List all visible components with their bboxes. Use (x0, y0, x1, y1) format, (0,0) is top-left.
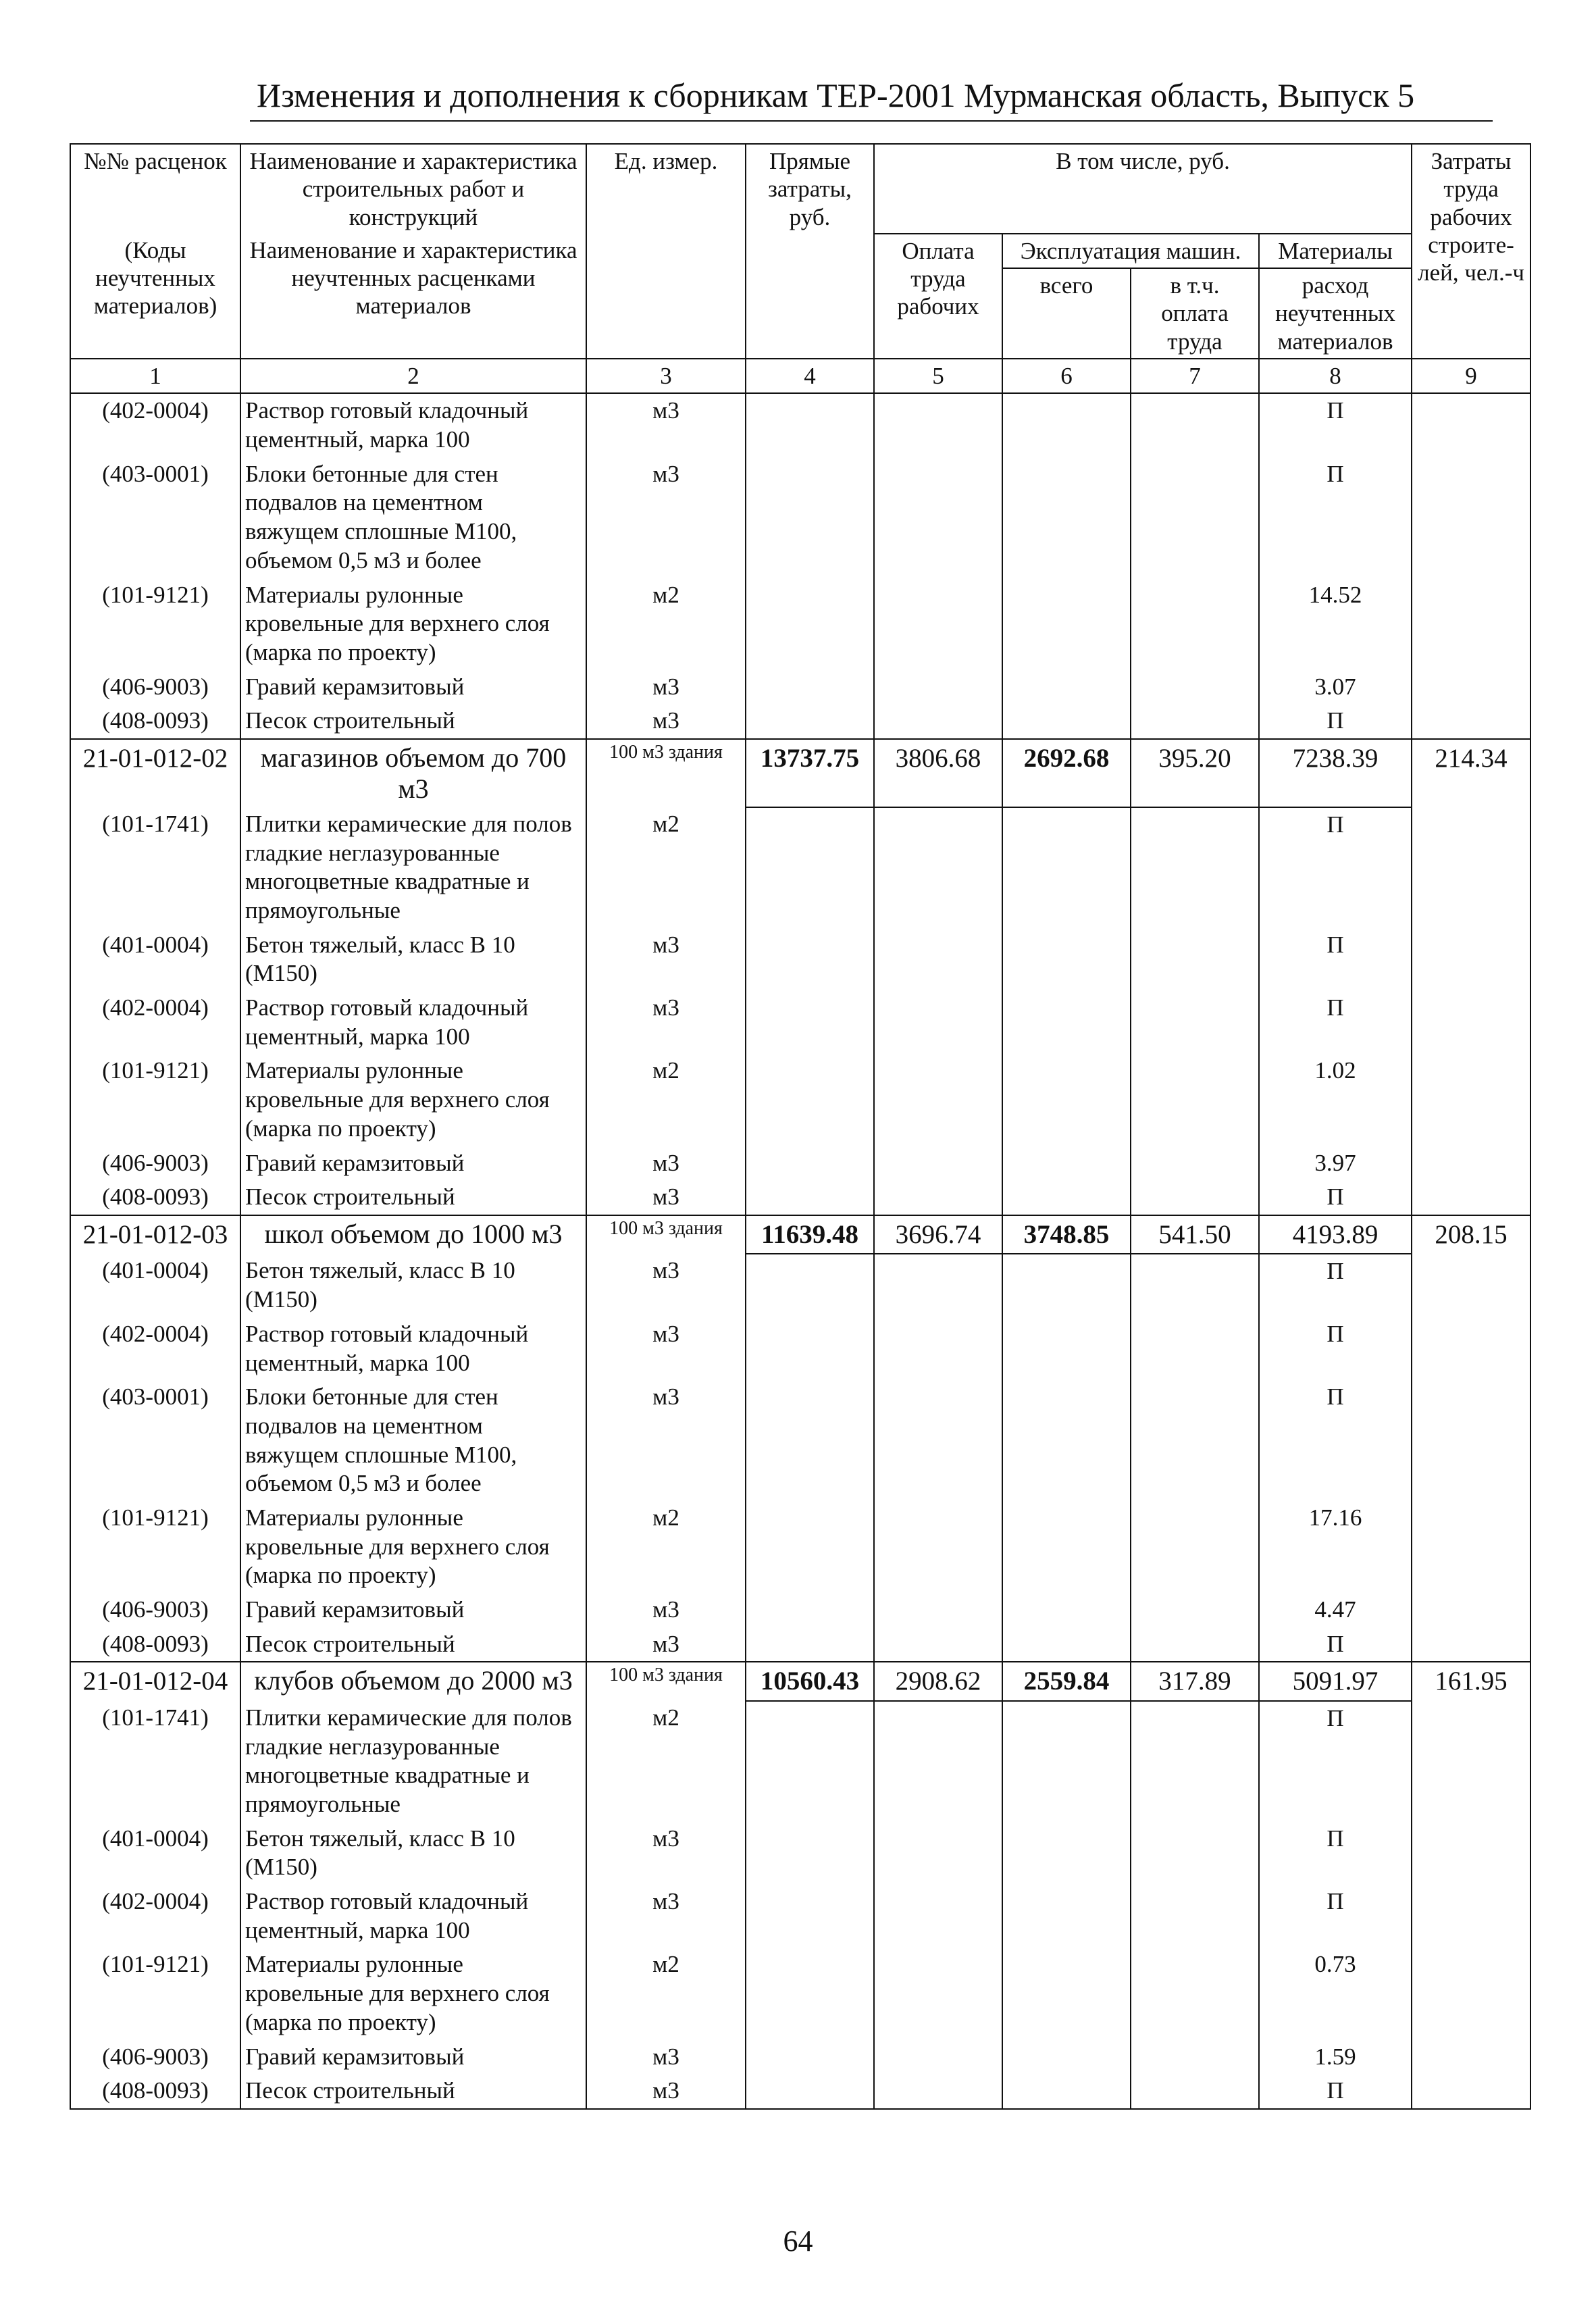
empty-cell (874, 2074, 1002, 2109)
material-unit: м3 (586, 1254, 746, 1317)
empty-cell (1002, 1180, 1131, 1215)
rate-row (70, 1662, 1530, 1701)
empty-cell (1412, 1317, 1530, 1380)
col2-bottom-header: Наименование и характеристика неучтенных расценками материалов (240, 234, 586, 359)
col-number: 3 (586, 359, 746, 393)
empty-cell (746, 1254, 874, 1317)
labor-pay-value: 2908.62 (874, 1662, 1002, 1701)
empty-cell (874, 1180, 1002, 1215)
material-row (70, 457, 1530, 578)
empty-cell (1131, 928, 1259, 991)
material-unit: м2 (586, 1701, 746, 1822)
material-consumption: 3.07 (1259, 670, 1412, 705)
empty-cell (1131, 1054, 1259, 1146)
material-row (70, 578, 1530, 670)
empty-cell (1131, 1948, 1259, 2039)
empty-cell (1412, 928, 1530, 991)
machines-header: Эксплуатация машин. (1002, 234, 1259, 268)
empty-cell (1131, 1380, 1259, 1501)
material-consumption: П (1259, 1885, 1412, 1948)
empty-cell (1131, 1180, 1259, 1215)
empty-cell (1412, 1948, 1530, 2039)
material-consumption: П (1259, 991, 1412, 1054)
empty-cell (1131, 1627, 1259, 1662)
material-name: Раствор готовый кладочный цементный, марка 100 (240, 393, 586, 457)
empty-cell (1412, 1701, 1530, 1822)
material-row (70, 1501, 1530, 1593)
empty-cell (746, 1180, 874, 1215)
empty-cell (1131, 1885, 1259, 1948)
material-unit: м2 (586, 578, 746, 670)
empty-cell (874, 1501, 1002, 1593)
col-number: 5 (874, 359, 1002, 393)
material-row (70, 991, 1530, 1054)
labor-hours-value: 161.95 (1412, 1662, 1530, 1701)
material-consumption: П (1259, 1317, 1412, 1380)
material-row (70, 1885, 1530, 1948)
material-code: (401-0004) (70, 1254, 240, 1317)
empty-cell (874, 1822, 1002, 1885)
material-row (70, 1822, 1530, 1885)
empty-cell (1412, 1593, 1530, 1627)
empty-cell (1131, 991, 1259, 1054)
material-row (70, 1317, 1530, 1380)
empty-cell (1131, 1317, 1259, 1380)
machines-labor-value: 317.89 (1131, 1662, 1259, 1701)
empty-cell (874, 457, 1002, 578)
empty-cell (746, 704, 874, 739)
rate-code: 21-01-012-04 (70, 1662, 240, 1701)
rate-code: 21-01-012-02 (70, 739, 240, 807)
material-consumption: П (1259, 1627, 1412, 1662)
empty-cell (746, 928, 874, 991)
labor-hours-value: 208.15 (1412, 1215, 1530, 1254)
rate-unit (586, 1215, 746, 1254)
material-consumption: 1.59 (1259, 2040, 1412, 2075)
labor-pay-value: 3806.68 (874, 739, 1002, 807)
rate-unit-text: 100 м3 здания (609, 1664, 723, 1686)
empty-cell (1412, 670, 1530, 705)
empty-cell (746, 2074, 874, 2109)
labor-hours-value: 214.34 (1412, 739, 1530, 807)
empty-cell (874, 1885, 1002, 1948)
empty-cell (1131, 1822, 1259, 1885)
empty-cell (1131, 2040, 1259, 2075)
empty-cell (746, 1593, 874, 1627)
empty-cell (746, 578, 874, 670)
column-numbers-row (70, 359, 1530, 393)
material-name: Гравий керамзитовый (240, 1593, 586, 1627)
rate-code: 21-01-012-03 (70, 1215, 240, 1254)
empty-cell (746, 1822, 874, 1885)
material-row (70, 2074, 1530, 2109)
rate-unit (586, 1662, 746, 1701)
empty-cell (1131, 1701, 1259, 1822)
rate-name: магазинов объемом до 700 м3 (240, 739, 586, 807)
empty-cell (746, 1701, 874, 1822)
material-row (70, 1627, 1530, 1662)
header-rule (250, 120, 1493, 122)
empty-cell (1412, 704, 1530, 739)
empty-cell (874, 578, 1002, 670)
empty-cell (1002, 1885, 1131, 1948)
page-number: 64 (783, 2225, 813, 2258)
empty-cell (1412, 457, 1530, 578)
empty-cell (746, 1380, 874, 1501)
empty-cell (874, 704, 1002, 739)
material-code: (101-9121) (70, 1948, 240, 2039)
material-consumption: П (1259, 1380, 1412, 1501)
material-code: (402-0004) (70, 1317, 240, 1380)
material-unit: м3 (586, 2074, 746, 2109)
empty-cell (746, 2040, 874, 2075)
col-number: 8 (1259, 359, 1412, 393)
col2-top-header: Наименование и характеристика строительных работ и конструкций (240, 144, 586, 234)
material-unit: м3 (586, 2040, 746, 2075)
empty-cell (874, 991, 1002, 1054)
empty-cell (1002, 1501, 1131, 1593)
empty-cell (1412, 1501, 1530, 1593)
material-name: Гравий керамзитовый (240, 670, 586, 705)
material-code: (402-0004) (70, 393, 240, 457)
empty-cell (1002, 1627, 1131, 1662)
empty-cell (746, 1317, 874, 1380)
material-name: Гравий керамзитовый (240, 2040, 586, 2075)
empty-cell (1412, 578, 1530, 670)
material-code: (101-9121) (70, 1501, 240, 1593)
unit-header: Ед. измер. (586, 144, 746, 359)
material-consumption: П (1259, 704, 1412, 739)
material-row (70, 1948, 1530, 2039)
material-code: (101-1741) (70, 807, 240, 928)
col-number: 7 (1131, 359, 1259, 393)
material-row (70, 704, 1530, 739)
labor-pay-header: Оплата труда рабочих (874, 234, 1002, 359)
material-code: (406-9003) (70, 1593, 240, 1627)
material-name: Раствор готовый кладочный цементный, марка 100 (240, 991, 586, 1054)
empty-cell (746, 1146, 874, 1181)
empty-cell (1131, 704, 1259, 739)
empty-cell (1131, 578, 1259, 670)
machines-total-value: 2559.84 (1002, 1662, 1131, 1701)
rate-row (70, 1215, 1530, 1254)
material-name: Материалы рулонные кровельные для верхнего слоя (марка по проекту) (240, 1948, 586, 2039)
empty-cell (1002, 2040, 1131, 2075)
material-row (70, 1146, 1530, 1181)
empty-cell (1131, 457, 1259, 578)
material-code: (101-1741) (70, 1701, 240, 1822)
material-consumption: П (1259, 807, 1412, 928)
empty-cell (874, 1146, 1002, 1181)
material-name: Раствор готовый кладочный цементный, марка 100 (240, 1885, 586, 1948)
material-row (70, 670, 1530, 705)
empty-cell (1002, 1380, 1131, 1501)
material-code: (402-0004) (70, 1885, 240, 1948)
direct-costs-value: 11639.48 (746, 1215, 874, 1254)
material-unit: м3 (586, 393, 746, 457)
material-unit: м2 (586, 807, 746, 928)
material-name: Песок строительный (240, 1180, 586, 1215)
rate-name: клубов объемом до 2000 м3 (240, 1662, 586, 1701)
material-consumption: П (1259, 2074, 1412, 2109)
empty-cell (746, 991, 874, 1054)
empty-cell (1412, 1822, 1530, 1885)
including-group-header: В том числе, руб. (874, 144, 1412, 234)
empty-cell (1412, 2074, 1530, 2109)
empty-cell (1002, 1948, 1131, 2039)
empty-cell (746, 1627, 874, 1662)
material-unit: м3 (586, 1627, 746, 1662)
material-name: Материалы рулонные кровельные для верхнего слоя (марка по проекту) (240, 1501, 586, 1593)
material-consumption: 3.97 (1259, 1146, 1412, 1181)
material-code: (101-9121) (70, 1054, 240, 1146)
empty-cell (1002, 1317, 1131, 1380)
material-row (70, 928, 1530, 991)
empty-cell (1002, 1146, 1131, 1181)
col-number: 6 (1002, 359, 1131, 393)
empty-cell (1002, 1593, 1131, 1627)
material-unit: м3 (586, 991, 746, 1054)
material-row (70, 807, 1530, 928)
empty-cell (874, 1948, 1002, 2039)
material-name: Бетон тяжелый, класс В 10 (М150) (240, 928, 586, 991)
col-number: 4 (746, 359, 874, 393)
empty-cell (746, 807, 874, 928)
material-unit: м3 (586, 1593, 746, 1627)
empty-cell (874, 1054, 1002, 1146)
empty-cell (1131, 1501, 1259, 1593)
material-code: (408-0093) (70, 2074, 240, 2109)
empty-cell (1412, 1180, 1530, 1215)
empty-cell (874, 1593, 1002, 1627)
material-name: Блоки бетонные для стен подвалов на цементном вяжущем сплошные М100, объемом 0,5 м3 и более (240, 457, 586, 578)
empty-cell (874, 1317, 1002, 1380)
material-code: (401-0004) (70, 928, 240, 991)
material-consumption: П (1259, 457, 1412, 578)
material-code: (401-0004) (70, 1822, 240, 1885)
rate-unit-text: 100 м3 здания (609, 741, 723, 763)
empty-cell (1131, 2074, 1259, 2109)
empty-cell (874, 1627, 1002, 1662)
material-row (70, 393, 1530, 457)
empty-cell (1412, 393, 1530, 457)
rates-table (70, 143, 1531, 2110)
material-unit: м3 (586, 1180, 746, 1215)
materials-value: 5091.97 (1259, 1662, 1412, 1701)
empty-cell (874, 1254, 1002, 1317)
empty-cell (1002, 393, 1131, 457)
material-name: Гравий керамзитовый (240, 1146, 586, 1181)
empty-cell (1412, 1254, 1530, 1317)
empty-cell (1412, 807, 1530, 928)
empty-cell (1131, 670, 1259, 705)
material-consumption: П (1259, 928, 1412, 991)
material-unit: м3 (586, 1317, 746, 1380)
page-header: Изменения и дополнения к сборникам ТЕР-2001 Мурманская область, Выпуск 5 (257, 76, 1415, 114)
material-code: (403-0001) (70, 1380, 240, 1501)
material-name: Плитки керамические для полов гладкие неглазурованные многоцветные квадратные и прямоугольные (240, 1701, 586, 1822)
material-code: (406-9003) (70, 1146, 240, 1181)
material-row (70, 2040, 1530, 2075)
empty-cell (746, 457, 874, 578)
material-name: Материалы рулонные кровельные для верхнего слоя (марка по проекту) (240, 1054, 586, 1146)
empty-cell (1131, 1593, 1259, 1627)
labor-pay-value: 3696.74 (874, 1215, 1002, 1254)
machines-labor-value: 541.50 (1131, 1215, 1259, 1254)
empty-cell (1002, 1254, 1131, 1317)
empty-cell (874, 670, 1002, 705)
material-unit: м3 (586, 1146, 746, 1181)
material-code: (402-0004) (70, 991, 240, 1054)
materials-value: 4193.89 (1259, 1215, 1412, 1254)
empty-cell (1002, 1054, 1131, 1146)
empty-cell (1131, 1254, 1259, 1317)
machines-labor-header: в т.ч. оплата труда (1131, 268, 1259, 359)
empty-cell (1131, 1146, 1259, 1181)
material-consumption: П (1259, 1822, 1412, 1885)
material-consumption: П (1259, 393, 1412, 457)
material-name: Песок строительный (240, 1627, 586, 1662)
empty-cell (1412, 1380, 1530, 1501)
col-number: 2 (240, 359, 586, 393)
material-code: (403-0001) (70, 457, 240, 578)
empty-cell (874, 807, 1002, 928)
material-name: Песок строительный (240, 2074, 586, 2109)
material-consumption: 4.47 (1259, 1593, 1412, 1627)
col1-bottom-header: (Коды неучтенных материалов) (70, 234, 240, 359)
material-name: Плитки керамические для полов гладкие неглазурованные многоцветные квадратные и прямоугольные (240, 807, 586, 928)
empty-cell (1002, 1701, 1131, 1822)
material-unit: м3 (586, 704, 746, 739)
direct-costs-value: 10560.43 (746, 1662, 874, 1701)
empty-cell (1412, 1885, 1530, 1948)
empty-cell (1412, 991, 1530, 1054)
material-unit: м2 (586, 1054, 746, 1146)
empty-cell (874, 928, 1002, 991)
empty-cell (746, 1501, 874, 1593)
labor-hours-header: Затраты труда рабочих строите-лей, чел.-ч (1412, 144, 1530, 359)
empty-cell (1412, 1054, 1530, 1146)
empty-cell (1002, 1822, 1131, 1885)
empty-cell (874, 1380, 1002, 1501)
material-unit: м3 (586, 457, 746, 578)
material-name: Бетон тяжелый, класс В 10 (М150) (240, 1822, 586, 1885)
rate-name: школ объемом до 1000 м3 (240, 1215, 586, 1254)
material-row (70, 1254, 1530, 1317)
material-code: (101-9121) (70, 578, 240, 670)
col-number: 9 (1412, 359, 1530, 393)
direct-costs-header: Прямые затраты, руб. (746, 144, 874, 359)
empty-cell (1131, 807, 1259, 928)
material-name: Материалы рулонные кровельные для верхнего слоя (марка по проекту) (240, 578, 586, 670)
empty-cell (1412, 1627, 1530, 1662)
empty-cell (874, 393, 1002, 457)
material-row (70, 1380, 1530, 1501)
unaccounted-materials-header: расход неучтенных материалов (1259, 268, 1412, 359)
empty-cell (746, 1948, 874, 2039)
material-consumption: 1.02 (1259, 1054, 1412, 1146)
direct-costs-value: 13737.75 (746, 739, 874, 807)
machines-total-value: 3748.85 (1002, 1215, 1131, 1254)
empty-cell (1002, 991, 1131, 1054)
empty-cell (746, 393, 874, 457)
machines-total-value: 2692.68 (1002, 739, 1131, 807)
empty-cell (1002, 807, 1131, 928)
material-unit: м3 (586, 1380, 746, 1501)
rate-row (70, 739, 1530, 807)
table-body (70, 393, 1530, 2109)
machines-labor-value: 395.20 (1131, 739, 1259, 807)
material-unit: м2 (586, 1948, 746, 2039)
material-consumption: П (1259, 1701, 1412, 1822)
materials-header: Материалы (1259, 234, 1412, 268)
material-name: Блоки бетонные для стен подвалов на цементном вяжущем сплошные М100, объемом 0,5 м3 и более (240, 1380, 586, 1501)
rate-unit (586, 739, 746, 807)
material-row (70, 1054, 1530, 1146)
empty-cell (1002, 2074, 1131, 2109)
empty-cell (1002, 578, 1131, 670)
material-unit: м3 (586, 1822, 746, 1885)
materials-value: 7238.39 (1259, 739, 1412, 807)
material-name: Бетон тяжелый, класс В 10 (М150) (240, 1254, 586, 1317)
material-name: Песок строительный (240, 704, 586, 739)
empty-cell (1002, 670, 1131, 705)
material-code: (408-0093) (70, 1180, 240, 1215)
col-number: 1 (70, 359, 240, 393)
empty-cell (1131, 393, 1259, 457)
empty-cell (746, 670, 874, 705)
table-head (70, 144, 1530, 393)
machines-total-header: всего (1002, 268, 1131, 359)
material-code: (406-9003) (70, 670, 240, 705)
material-consumption: П (1259, 1254, 1412, 1317)
material-code: (408-0093) (70, 704, 240, 739)
empty-cell (1002, 928, 1131, 991)
empty-cell (1412, 2040, 1530, 2075)
material-code: (408-0093) (70, 1627, 240, 1662)
material-name: Раствор готовый кладочный цементный, марка 100 (240, 1317, 586, 1380)
material-consumption: 17.16 (1259, 1501, 1412, 1593)
empty-cell (874, 1701, 1002, 1822)
empty-cell (1412, 1146, 1530, 1181)
col1-top-header: №№ расценок (70, 144, 240, 234)
material-consumption: П (1259, 1180, 1412, 1215)
material-unit: м3 (586, 1885, 746, 1948)
material-unit: м3 (586, 670, 746, 705)
rate-unit-text: 100 м3 здания (609, 1217, 723, 1239)
material-unit: м2 (586, 1501, 746, 1593)
empty-cell (746, 1054, 874, 1146)
empty-cell (1002, 457, 1131, 578)
material-consumption: 14.52 (1259, 578, 1412, 670)
material-consumption: 0.73 (1259, 1948, 1412, 2039)
material-row (70, 1593, 1530, 1627)
empty-cell (746, 1885, 874, 1948)
material-code: (406-9003) (70, 2040, 240, 2075)
material-unit: м3 (586, 928, 746, 991)
material-row (70, 1701, 1530, 1822)
empty-cell (1002, 704, 1131, 739)
empty-cell (874, 2040, 1002, 2075)
material-row (70, 1180, 1530, 1215)
